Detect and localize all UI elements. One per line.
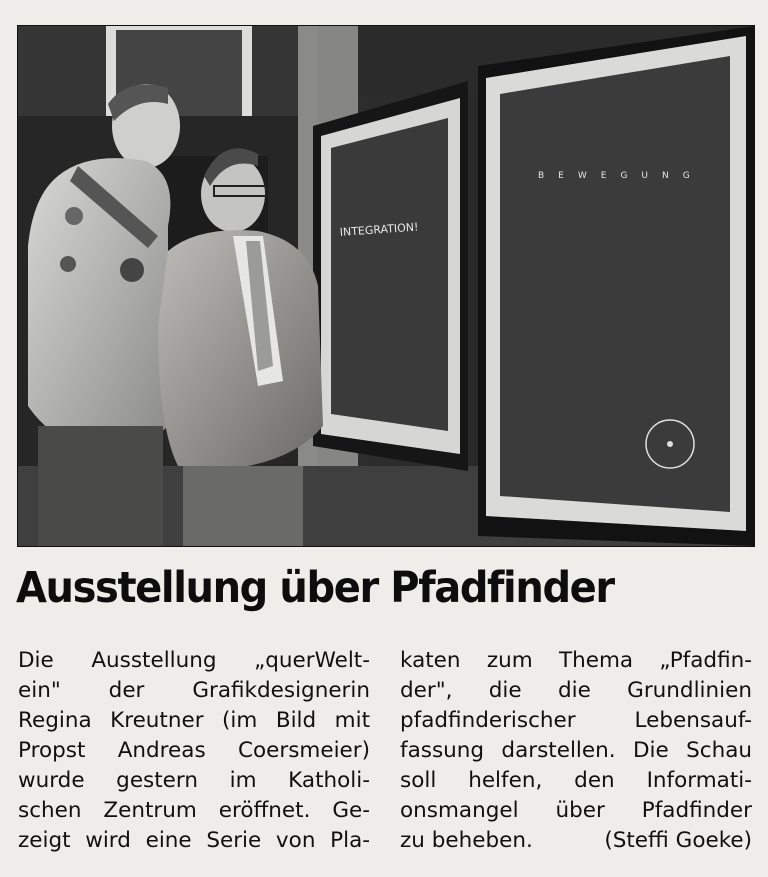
author-credit: (Steffi Goeke): [604, 828, 752, 853]
text-line: fassung darstellen. Die Schau: [400, 738, 752, 763]
article-column-left: [18, 646, 370, 856]
text-line: der", die die Grundlinien: [400, 678, 752, 703]
text-line: wurde gestern im Katholi-: [18, 768, 370, 793]
text-line: katen zum Thema „Pfadfin-: [400, 648, 752, 673]
text-line: zeigt wird eine Serie von Pla-: [18, 828, 370, 853]
text-line: onsmangel über Pfadfinder: [400, 798, 752, 823]
news-photo: [17, 25, 755, 547]
text-line: Die Ausstellung „querWelt-: [18, 648, 370, 673]
text-line: schen Zentrum eröffnet. Ge-: [18, 798, 370, 823]
text-line: soll helfen, den Informati-: [400, 768, 752, 793]
text-line: pfadfinderischer Lebensauf-: [400, 708, 752, 733]
article-column-right: [400, 646, 752, 856]
text-line: zu beheben.: [400, 828, 533, 853]
headline: Ausstellung über Pfadfinder: [16, 563, 614, 613]
text-line: Propst Andreas Coersmeier): [18, 738, 370, 763]
final-line: [400, 826, 752, 856]
poster-right-label: BEWEGUNG: [538, 171, 704, 181]
text-line: ein" der Grafikdesignerin: [18, 678, 370, 703]
text-line: Regina Kreutner (im Bild mit: [18, 708, 370, 733]
poster-left-label: INTEGRATION!: [339, 220, 419, 239]
